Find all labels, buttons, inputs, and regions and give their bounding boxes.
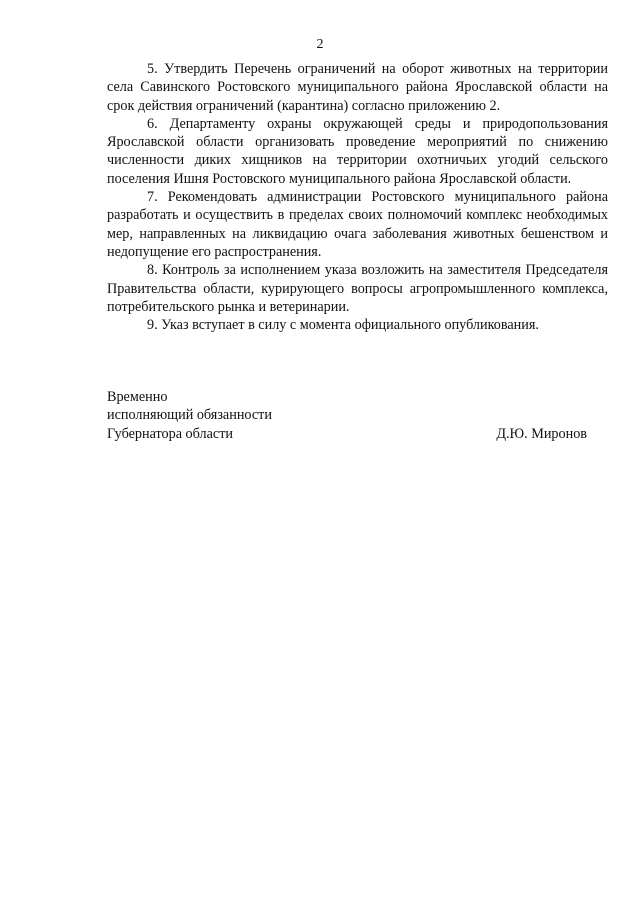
paragraph-6: 6. Департаменту охраны окружающей среды и природопользования Ярославской области организовать проведение мероприятий по снижению численности диких хищников на территории охотничьих угодий сельского поселения Ишня Ростовского муниципального района Ярославской области. (107, 115, 608, 187)
paragraph-7: 7. Рекомендовать администрации Ростовского муниципального района разработать и осуществить в пределах своих полномочий комплекс необходимых мер, направленных на ликвидацию очага заболевания животных бешенством и недопущение его распространения. (107, 189, 608, 260)
paragraph-5: 5. Утвердить Перечень ограничений на оборот животных на территории села Савинского Ростовского муниципального района Ярославской области на срок действия ограничений (карантина) согласно приложению 2. (107, 61, 608, 114)
signature-block (107, 388, 587, 443)
signatory-title-line-2: исполняющий обязанности (107, 407, 272, 424)
decree-body (107, 60, 608, 334)
page-number: 2 (316, 37, 324, 52)
paragraph-8: 8. Контроль за исполнением указа возложить на заместителя Председателя Правительства области, курирующего вопросы агропромышленного комплекса, потребительского рынка и ветеринарии. (107, 262, 608, 315)
signatory-title-line-1: Временно (107, 389, 168, 405)
paragraph-9: 9. Указ вступает в силу с момента официального опубликования. (147, 317, 539, 334)
signatory-name: Д.Ю. Миронов (496, 425, 587, 442)
signatory-title-line-3: Губернатора области (107, 425, 233, 442)
